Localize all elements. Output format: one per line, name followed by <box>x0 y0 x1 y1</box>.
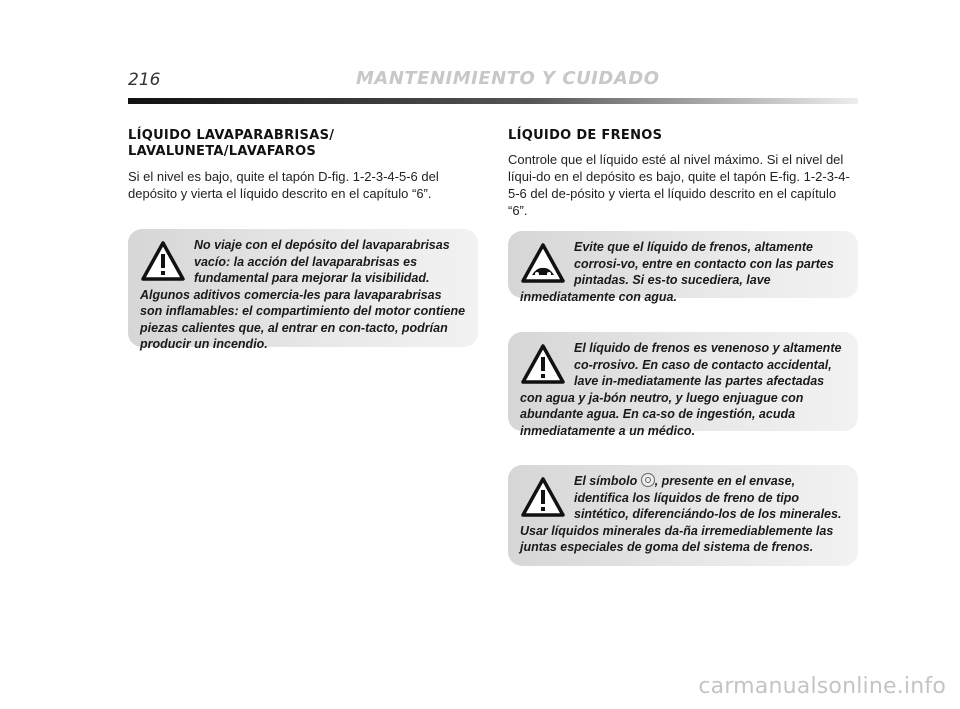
warning-triangle-icon <box>140 239 186 283</box>
warning-triangle-icon <box>520 342 566 386</box>
synthetic-brake-fluid-symbol-icon <box>641 473 655 487</box>
warning-text-symbol <box>520 473 846 556</box>
paint-damage-warning-icon <box>520 241 566 285</box>
warning-box-paint <box>508 231 858 304</box>
washer-fluid-body: Si el nivel es bajo, quite el tapón D-fig. 1-2-3-4-5-6 del depósito y vierta el líquido descrito en el capítulo “6”. <box>128 169 439 201</box>
brake-fluid-body: Controle que el líquido esté al nivel máximo. Si el nivel del líqui-do en el depósito es bajo, quite el tapón E-fig. 1-2-3-4-5-6 del de-pósito y vierta el líquido descrito en el capítulo “6”. <box>508 152 850 218</box>
warning-text-paint: Evite que el líquido de frenos, altamente corrosi-vo, entre en contacto con las partes pintadas. Si es-to sucediera, lave inmediatamente con agua. <box>520 240 834 304</box>
symbol-text-post: , presente en el envase, identifica los líquidos de freno de tipo sintético, diferenciándo-los de los minerales. Usar líquidos minerales da-ña irremediablemente las juntas especiales de goma del sistema de frenos. <box>520 474 842 554</box>
warning-text-poison: El líquido de frenos es venenoso y altamente co-rrosivo. En caso de contacto accidental, lave in-mediatamente las partes afectadas con agua y ja-bón neutro, y luego enjuague con abundante agua. En ca-so de ingestión, acuda inmediatamente a un médico. <box>520 341 842 438</box>
section-heading-washer-fluid <box>128 128 478 160</box>
heading-line-2: LAVALUNETA/LAVAFAROS <box>128 144 317 159</box>
heading-line-1: LÍQUIDO LAVAPARABRISAS/ <box>128 128 335 143</box>
running-title: MANTENIMIENTO Y CUIDADO <box>356 68 660 89</box>
page-number: 216 <box>128 70 161 90</box>
section-heading-brake-fluid: LÍQUIDO DE FRENOS <box>508 128 663 143</box>
warning-box-washer <box>128 229 478 351</box>
header-rule <box>128 98 858 104</box>
warning-triangle-icon <box>520 475 566 519</box>
warning-box-poison <box>508 332 858 438</box>
warning-text-washer: No viaje con el depósito del lavaparabrisas vacío: la acción del lavaparabrisas es fundamental para mejorar la visibilidad. Algunos aditivos comercia-les para lavaparabrisas son inflamables: el compartimiento del motor contiene piezas calientes que, al entrar en con-tacto, podrían producir un incendio. <box>140 238 466 351</box>
watermark: carmanualsonline.info <box>698 674 946 699</box>
symbol-text-pre: El símbolo <box>574 474 638 488</box>
warning-box-symbol <box>508 465 858 566</box>
